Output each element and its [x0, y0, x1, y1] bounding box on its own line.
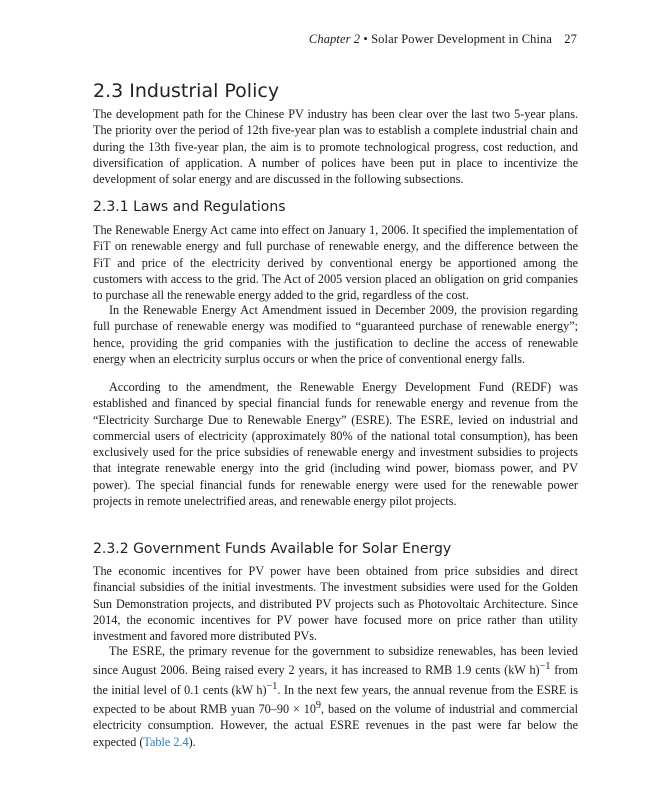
funds-paragraph-1: The economic incentives for PV power have been obtained from price subsidies and direct financial subsidies of the initial investments. The investment subsidies were used for the Golden Sun Demonstration projects, and distributed PV projects such as Photovoltaic Architecture. Since 2014, the economic incentives for PV power have focused more on price rather than utility investment and favored more distributed PVs. — [93, 564, 578, 644]
unit-exponent-b: −1 — [266, 680, 278, 692]
page-number: 27 — [564, 32, 577, 46]
section-intro-paragraph: The development path for the Chinese PV industry has been clear over the last two 5-year plans. The priority over the period of 12th five-year plan was to establish a complete industrial chain and during the 13th five-year plan, the aim is to promote technological progress, cost reduction, and diversification of application. A number of polices have been put in place to incentivize the development of solar energy and are discussed in the following subsections. — [93, 107, 578, 187]
esre-text-a: The ESRE, the primary revenue for the government to subsidize renewables, has been levied since August 2006. Being raised every 2 years, it has increased to RMB 1.9 cents (kW h) — [93, 644, 578, 678]
subsection-title-laws: 2.3.1 Laws and Regulations — [93, 199, 286, 215]
chapter-title: Solar Power Development in China — [371, 32, 553, 46]
unit-exponent-a: −1 — [539, 661, 551, 673]
esre-text-e: ). — [188, 734, 196, 749]
chapter-label: Chapter 2 — [308, 32, 361, 46]
esre-text-b: from the initial level of 0.1 cents (kW h) — [93, 663, 578, 697]
power-exponent: 9 — [315, 700, 321, 712]
esre-text-c: . In the next few years, the annual revenue from the ESRE is expected to be about RMB yuan 70–90 × 10 — [93, 682, 578, 717]
section-title: 2.3 Industrial Policy — [93, 80, 280, 102]
laws-paragraph-3: According to the amendment, the Renewable Energy Development Fund (REDF) was established and financed by special financial funds for renewable energy and revenue from the “Electricity Surcharge Due to Renewable Energy” (ESRE). The ESRE, levied on industrial and commercial users of electricity (approximately 80% of the national total consumption), has been exclusively used for the price subsidies of renewable energy and investment subsidies to projects that integrate renewable energy into the grid (including wind power, biomass power, and PV power). The special financial funds for renewable energy were used for the renewable power projects in remote unelectrified areas, and renewable energy pilot projects. — [93, 380, 578, 509]
table-2-4-link[interactable]: Table 2.4 — [143, 734, 189, 749]
laws-paragraph-1: The Renewable Energy Act came into effect on January 1, 2006. It specified the implementation of FiT on renewable energy and full purchase of renewable energy, and the difference between the FiT and price of the electricity derived by conventional energy be apportioned among the customers with access to the grid. The Act of 2005 version placed an obligation on grid companies to purchase all the renewable energy added to the grid, regardless of the cost. — [93, 223, 578, 303]
laws-paragraph-2: In the Renewable Energy Act Amendment issued in December 2009, the provision regarding full purchase of renewable energy was modified to “guaranteed purchase of renewable energy”; hence, providing the grid companies with the justification to decline the access of renewable energy when an electricity surplus occurs or when the price of conventional energy falls. — [93, 303, 578, 366]
subsection-title-funds: 2.3.2 Government Funds Available for Solar Energy — [93, 541, 452, 557]
header-separator: • — [363, 32, 368, 46]
funds-paragraph-2 — [93, 643, 578, 750]
esre-text-d: , based on the volume of industrial and commercial electricity consumption. However, the actual ESRE revenues in the past were far below the expected ( — [93, 702, 578, 749]
running-header — [309, 32, 577, 47]
